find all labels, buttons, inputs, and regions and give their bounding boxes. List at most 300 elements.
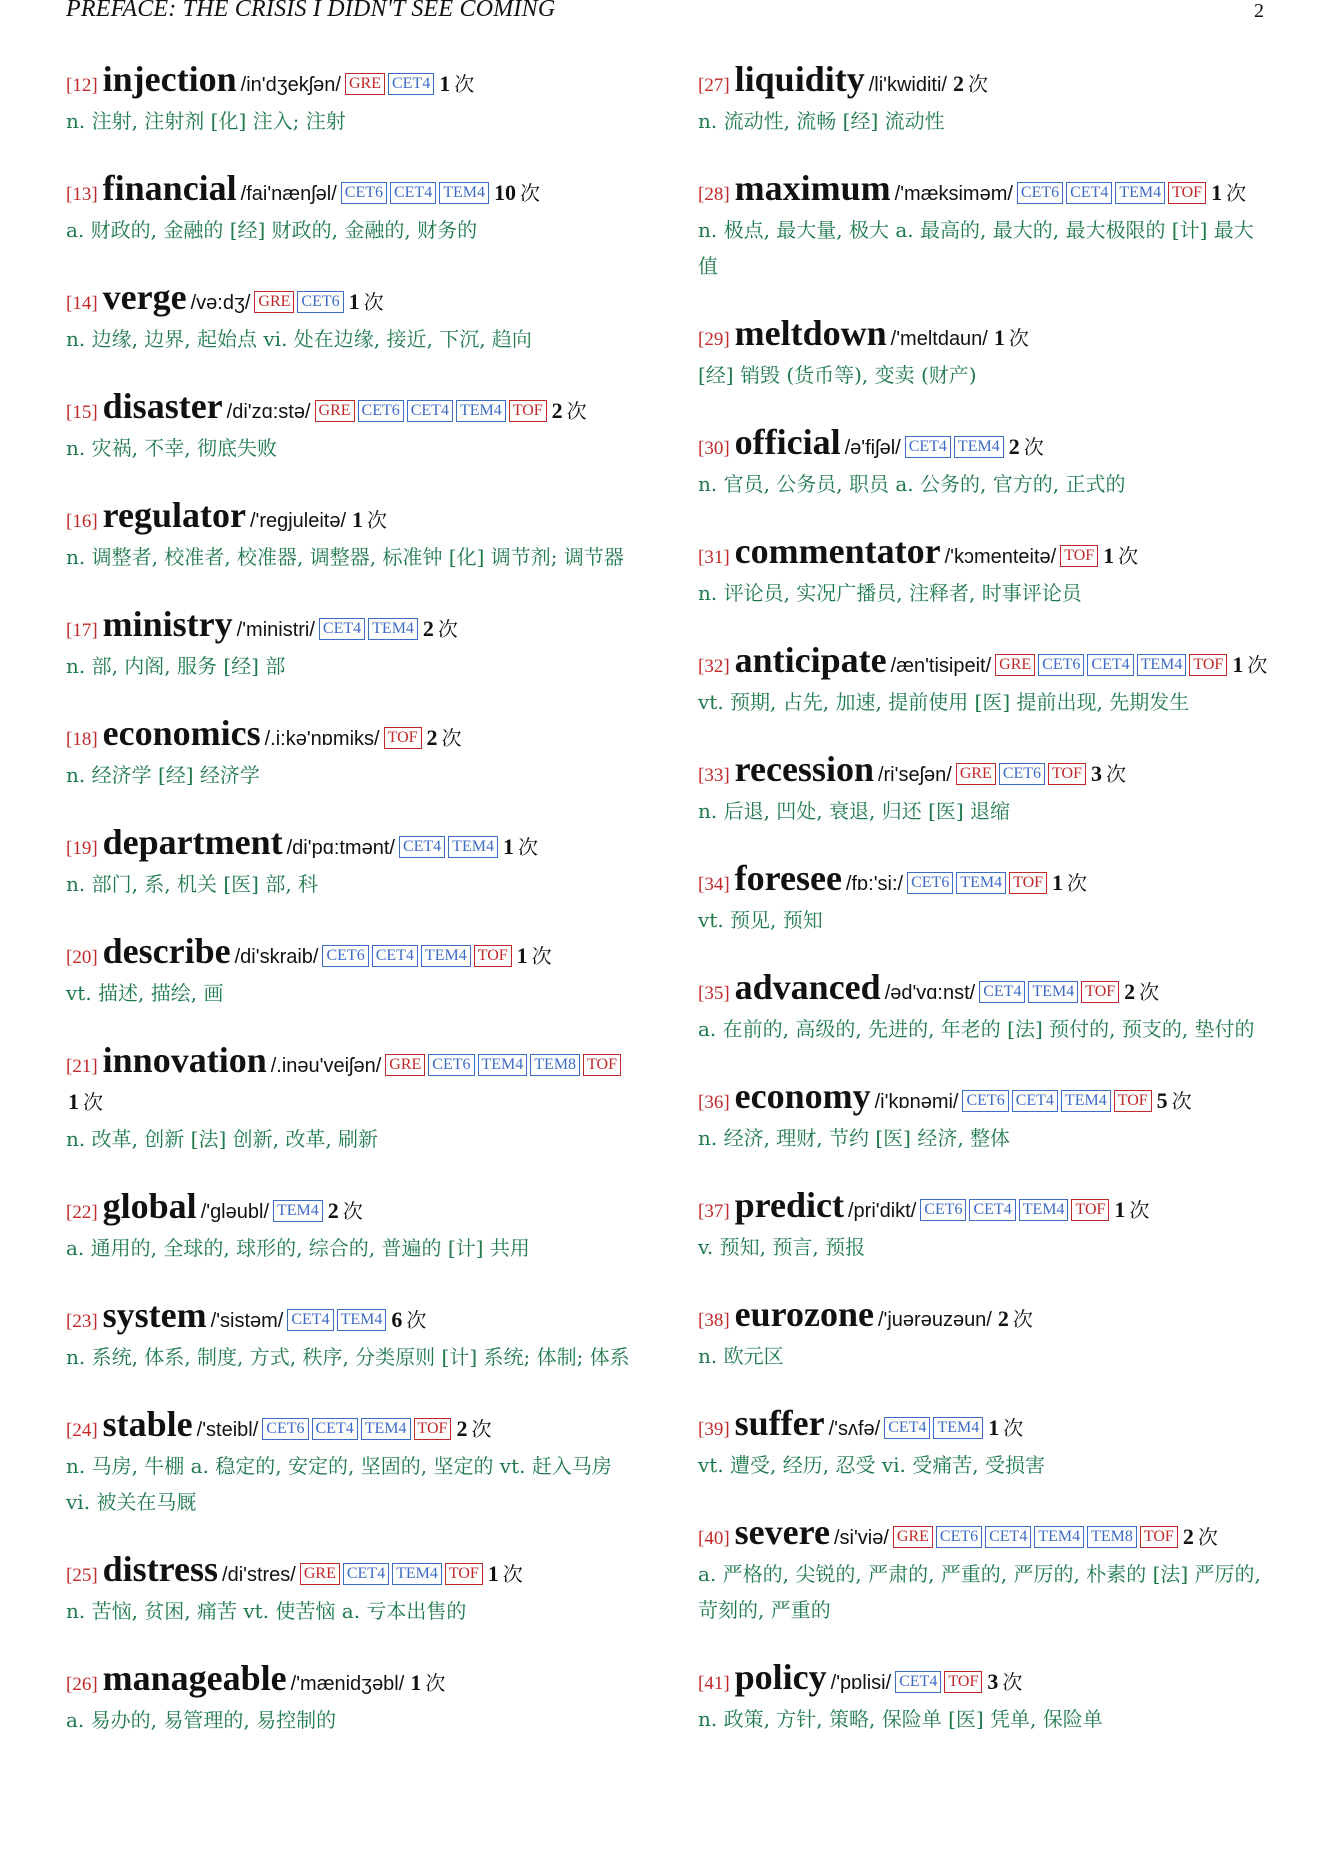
entry-definition: n. 注射, 注射剂 [化] 注入; 注射 [66, 109, 346, 133]
entry-frequency: 1 [68, 1089, 79, 1114]
entry-headline [698, 858, 1268, 902]
frequency-unit: 次 [1003, 1416, 1024, 1440]
entry-headline [66, 1549, 636, 1593]
entry-frequency: 2 [1008, 434, 1020, 459]
entry-index: [22] [66, 1202, 98, 1223]
entry-word: meltdown [734, 313, 887, 353]
vocab-entry [66, 1040, 636, 1157]
entry-phonetic: /'meltdaun/ [890, 328, 988, 350]
entry-index: [18] [66, 729, 98, 750]
entry-index: [16] [66, 511, 98, 532]
entry-index: [39] [698, 1419, 730, 1440]
entry-phonetic: /'steibl/ [196, 1419, 259, 1441]
vocab-entry [66, 1404, 636, 1520]
exam-tag-cet4: CET4 [1012, 1090, 1058, 1112]
exam-tag-cet4: CET4 [985, 1526, 1031, 1548]
exam-tag-cet4: CET4 [343, 1563, 389, 1585]
entry-phonetic: /fɒ:'si:/ [845, 873, 904, 895]
entry-phonetic: /di'skraib/ [234, 946, 319, 968]
entry-headline [66, 1040, 636, 1121]
exam-tag-gre: GRE [345, 73, 385, 95]
entry-phonetic: /'mænidʒəbl/ [290, 1673, 405, 1695]
entry-definition: n. 经济学 [经] 经济学 [66, 763, 260, 787]
frequency-unit: 次 [1129, 1198, 1150, 1222]
exam-tag-tof: TOF [1081, 981, 1119, 1003]
exam-tag-cet4: CET4 [979, 981, 1025, 1003]
left-column [66, 59, 636, 1770]
exam-tag-gre: GRE [300, 1563, 340, 1585]
exam-tag-cet4: CET4 [390, 182, 436, 204]
exam-tag-tem4: TEM4 [478, 1054, 528, 1076]
exam-tag-tof: TOF [474, 945, 512, 967]
entry-headline [66, 277, 636, 321]
entry-frequency: 2 [327, 1198, 339, 1223]
exam-tag-tem4: TEM4 [456, 400, 506, 422]
vocab-entry [698, 1185, 1268, 1265]
exam-tag-cet6: CET6 [262, 1418, 308, 1440]
exam-tag-tem4: TEM4 [337, 1309, 387, 1331]
entry-frequency: 1 [1052, 870, 1064, 895]
entry-definition: vt. 遭受, 经历, 忍受 vi. 受痛苦, 受损害 [698, 1453, 1045, 1477]
exam-tag-tof: TOF [1140, 1526, 1178, 1548]
entry-word: severe [734, 1512, 830, 1552]
exam-tag-cet6: CET6 [1038, 654, 1084, 676]
exam-tag-tem4: TEM4 [933, 1417, 983, 1439]
entry-phonetic: /'kɔmenteitə/ [944, 546, 1057, 568]
exam-tag-cet4: CET4 [884, 1417, 930, 1439]
entry-headline [66, 168, 636, 212]
exam-tag-cet4: CET4 [399, 836, 445, 858]
entry-headline [698, 1403, 1268, 1447]
frequency-unit: 次 [1171, 1089, 1192, 1113]
entry-definition: n. 官员, 公务员, 职员 a. 公务的, 官方的, 正式的 [698, 472, 1126, 496]
exam-tag-tem4: TEM4 [368, 618, 418, 640]
entry-word: maximum [734, 168, 891, 208]
entry-index: [15] [66, 402, 98, 423]
entry-headline [698, 168, 1268, 212]
vocab-entry [66, 1295, 636, 1375]
entry-phonetic: /di'stres/ [222, 1564, 296, 1586]
exam-tag-tem4: TEM4 [956, 872, 1006, 894]
entry-word: recession [734, 749, 874, 789]
entry-frequency: 1 [1114, 1197, 1126, 1222]
exam-tag-tem4: TEM4 [1137, 654, 1187, 676]
entry-index: [34] [698, 874, 730, 895]
frequency-unit: 次 [342, 1199, 363, 1223]
entry-frequency: 2 [1182, 1524, 1194, 1549]
entry-index: [31] [698, 547, 730, 568]
entry-headline [698, 1657, 1268, 1701]
frequency-unit: 次 [1002, 1670, 1023, 1694]
vocab-entry [66, 1549, 636, 1629]
entry-headline [698, 1512, 1268, 1556]
entry-definition: n. 后退, 凹处, 衰退, 归还 [医] 退缩 [698, 799, 1011, 823]
entry-frequency: 1 [348, 289, 360, 314]
exam-tag-tem4: TEM4 [448, 836, 498, 858]
entry-phonetic: /di'pɑ:tmənt/ [286, 837, 395, 859]
entry-frequency: 1 [439, 71, 451, 96]
entry-definition: n. 评论员, 实况广播员, 注释者, 时事评论员 [698, 581, 1082, 605]
page-header-title: PREFACE: THE CRISIS I DIDN'T SEE COMING [66, 0, 556, 22]
frequency-unit: 次 [363, 290, 384, 314]
entry-definition: n. 政策, 方针, 策略, 保险单 [医] 凭单, 保险单 [698, 1707, 1103, 1731]
entry-phonetic: /.i:kə'nɒmiks/ [264, 728, 380, 750]
entry-phonetic: /i'kɒnəmi/ [874, 1091, 959, 1113]
frequency-unit: 次 [566, 399, 587, 423]
entry-definition: n. 经济, 理财, 节约 [医] 经济, 整体 [698, 1126, 1011, 1150]
exam-tag-cet4: CET4 [287, 1309, 333, 1331]
vocab-entry [66, 277, 636, 357]
entry-phonetic: /əd'vɑ:nst/ [884, 982, 976, 1004]
entry-index: [27] [698, 75, 730, 96]
entry-word: foresee [734, 858, 842, 898]
entry-definition: n. 马房, 牛棚 a. 稳定的, 安定的, 坚固的, 坚定的 vt. 赶入马房 vi. 被关在马厩 [66, 1454, 612, 1514]
entry-definition: n. 系统, 体系, 制度, 方式, 秩序, 分类原则 [计] 系统; 体制; 体系 [66, 1345, 630, 1369]
entry-word: commentator [734, 531, 941, 571]
frequency-unit: 次 [471, 1417, 492, 1441]
entry-word: predict [734, 1185, 844, 1225]
frequency-unit: 次 [519, 181, 540, 205]
entry-headline [66, 822, 636, 866]
exam-tag-tof: TOF [944, 1671, 982, 1693]
entry-index: [41] [698, 1673, 730, 1694]
vocab-entry [698, 749, 1268, 829]
vocab-entry [66, 59, 636, 139]
vocab-entry [698, 1294, 1268, 1374]
entry-word: verge [102, 277, 187, 317]
frequency-unit: 次 [1197, 1525, 1218, 1549]
vocab-entry [698, 313, 1268, 393]
entry-phonetic: /və:dʒ/ [190, 292, 251, 314]
entry-frequency: 5 [1156, 1088, 1168, 1113]
entry-index: [32] [698, 656, 730, 677]
entry-headline [698, 531, 1268, 575]
exam-tag-tof: TOF [1114, 1090, 1152, 1112]
entry-definition: [经] 销毁 (货币等), 变卖 (财产) [698, 363, 977, 387]
entry-headline [66, 931, 636, 975]
entry-index: [26] [66, 1674, 98, 1695]
exam-tag-tem4: TEM4 [361, 1418, 411, 1440]
entry-word: injection [102, 59, 237, 99]
frequency-unit: 次 [1118, 544, 1139, 568]
entry-word: system [102, 1295, 207, 1335]
entry-phonetic: /pri'dikt/ [847, 1200, 917, 1222]
entry-word: regulator [102, 495, 246, 535]
entry-index: [24] [66, 1420, 98, 1441]
entry-frequency: 1 [1103, 543, 1115, 568]
exam-tag-tof: TOF [1060, 545, 1098, 567]
exam-tag-tof: TOF [1048, 763, 1086, 785]
exam-tag-tof: TOF [1168, 182, 1206, 204]
vocab-entry [698, 59, 1268, 139]
entry-word: economy [734, 1076, 871, 1116]
vocab-entry [66, 1186, 636, 1266]
entry-frequency: 3 [987, 1669, 999, 1694]
frequency-unit: 次 [1008, 326, 1029, 350]
exam-tag-cet6: CET6 [1017, 182, 1063, 204]
exam-tag-tem4: TEM4 [1019, 1199, 1069, 1221]
entry-definition: vt. 描述, 描绘, 画 [66, 981, 224, 1005]
vocab-entry [66, 495, 636, 575]
entry-index: [19] [66, 838, 98, 859]
entry-index: [14] [66, 293, 98, 314]
entry-phonetic: /si'viə/ [833, 1527, 889, 1549]
entry-word: anticipate [734, 640, 887, 680]
entry-definition: a. 严格的, 尖锐的, 严肃的, 严重的, 严厉的, 朴素的 [法] 严厉的, 苛刻的, 严重的 [698, 1562, 1261, 1622]
entry-frequency: 1 [988, 1415, 1000, 1440]
exam-tag-gre: GRE [315, 400, 355, 422]
entry-word: disaster [102, 386, 223, 426]
vocab-entry [698, 531, 1268, 611]
vocab-entry [66, 168, 636, 248]
exam-tag-cet4: CET4 [1066, 182, 1112, 204]
entry-index: [13] [66, 184, 98, 205]
entry-headline [66, 1295, 636, 1339]
exam-tag-gre: GRE [254, 291, 294, 313]
entry-headline [66, 386, 636, 430]
exam-tag-cet4: CET4 [895, 1671, 941, 1693]
entry-definition: n. 灾祸, 不幸, 彻底失败 [66, 436, 278, 460]
exam-tag-tem8: TEM8 [530, 1054, 580, 1076]
vocab-entry [698, 967, 1268, 1047]
exam-tag-cet6: CET6 [322, 945, 368, 967]
page-number: 2 [1254, 0, 1264, 22]
entry-index: [38] [698, 1310, 730, 1331]
entry-frequency: 2 [997, 1306, 1009, 1331]
entry-phonetic: /di'zɑ:stə/ [226, 401, 311, 423]
exam-tag-tem4: TEM4 [1115, 182, 1165, 204]
exam-tag-tem4: TEM4 [392, 1563, 442, 1585]
frequency-unit: 次 [1012, 1307, 1033, 1331]
entry-definition: vt. 预见, 预知 [698, 908, 823, 932]
entry-headline [66, 713, 636, 757]
entry-phonetic: /ə'fiʃəl/ [844, 437, 901, 459]
entry-frequency: 1 [502, 834, 514, 859]
vocab-entry [66, 822, 636, 902]
exam-tag-cet6: CET6 [962, 1090, 1008, 1112]
exam-tag-cet6: CET6 [936, 1526, 982, 1548]
frequency-unit: 次 [1067, 871, 1088, 895]
entry-definition: n. 调整者, 校准者, 校准器, 调整器, 标准钟 [化] 调节剂; 调节器 [66, 545, 624, 569]
exam-tag-gre: GRE [385, 1054, 425, 1076]
exam-tag-cet4: CET4 [969, 1199, 1015, 1221]
entry-definition: n. 苦恼, 贫困, 痛苦 vt. 使苦恼 a. 亏本出售的 [66, 1599, 467, 1623]
entry-headline [698, 1185, 1268, 1229]
entry-word: suffer [734, 1403, 825, 1443]
entry-frequency: 2 [426, 725, 438, 750]
entry-phonetic: /'mæksiməm/ [894, 183, 1013, 205]
entry-definition: n. 流动性, 流畅 [经] 流动性 [698, 109, 945, 133]
vocab-entry [66, 931, 636, 1011]
entry-definition: n. 欧元区 [698, 1344, 784, 1368]
exam-tag-cet4: CET4 [319, 618, 365, 640]
vocab-entry [698, 640, 1268, 720]
entry-word: department [102, 822, 283, 862]
entry-word: global [102, 1186, 197, 1226]
entry-frequency: 2 [551, 398, 563, 423]
entry-phonetic: /fai'nænʃəl/ [240, 183, 337, 205]
frequency-unit: 次 [1023, 435, 1044, 459]
entry-frequency: 1 [487, 1561, 499, 1586]
exam-tag-tof: TOF [509, 400, 547, 422]
exam-tag-tem4: TEM4 [421, 945, 471, 967]
entry-phonetic: /ri'seʃən/ [877, 764, 952, 786]
exam-tag-tof: TOF [1071, 1199, 1109, 1221]
exam-tag-tof: TOF [445, 1563, 483, 1585]
frequency-unit: 次 [406, 1308, 427, 1332]
entry-definition: vt. 预期, 占先, 加速, 提前使用 [医] 提前出现, 先期发生 [698, 690, 1190, 714]
entry-frequency: 2 [1124, 979, 1136, 1004]
entry-phonetic: /in'dʒekʃən/ [240, 74, 341, 96]
exam-tag-cet4: CET4 [312, 1418, 358, 1440]
exam-tag-gre: GRE [893, 1526, 933, 1548]
exam-tag-cet4: CET4 [388, 73, 434, 95]
right-column [698, 59, 1268, 1769]
entry-index: [33] [698, 765, 730, 786]
entry-headline [66, 1404, 636, 1448]
exam-tag-cet6: CET6 [358, 400, 404, 422]
entry-index: [29] [698, 329, 730, 350]
frequency-unit: 次 [502, 1562, 523, 1586]
exam-tag-tof: TOF [1189, 654, 1227, 676]
entry-index: [12] [66, 75, 98, 96]
exam-tag-tof: TOF [414, 1418, 452, 1440]
entry-frequency: 1 [1211, 180, 1223, 205]
entry-word: economics [102, 713, 261, 753]
exam-tag-tem4: TEM4 [439, 182, 489, 204]
entry-headline [698, 1294, 1268, 1338]
frequency-unit: 次 [83, 1090, 103, 1114]
frequency-unit: 次 [425, 1671, 446, 1695]
entry-phonetic: /æn'tisipeit/ [890, 655, 992, 677]
entry-definition: n. 改革, 创新 [法] 创新, 改革, 刷新 [66, 1127, 379, 1151]
frequency-unit: 次 [441, 726, 462, 750]
entry-frequency: 1 [1232, 652, 1244, 677]
entry-word: innovation [102, 1040, 267, 1080]
entry-frequency: 2 [953, 71, 964, 96]
entry-word: distress [102, 1549, 219, 1589]
exam-tag-tof: TOF [583, 1054, 621, 1076]
entry-word: financial [102, 168, 237, 208]
vocab-entry [698, 168, 1268, 284]
exam-tag-cet6: CET6 [920, 1199, 966, 1221]
exam-tag-tem4: TEM4 [954, 436, 1004, 458]
entry-headline [698, 967, 1268, 1011]
entry-phonetic: /'juərəuzəun/ [877, 1309, 992, 1331]
exam-tag-cet6: CET6 [428, 1054, 474, 1076]
entry-definition: v. 预知, 预言, 预报 [698, 1235, 866, 1259]
entry-headline [66, 604, 636, 648]
exam-tag-gre: GRE [956, 763, 996, 785]
entry-index: [28] [698, 184, 730, 205]
vocab-entry [698, 1657, 1268, 1737]
exam-tag-cet4: CET4 [372, 945, 418, 967]
entry-headline [66, 59, 636, 103]
entry-headline [66, 1186, 636, 1230]
entry-frequency: 2 [422, 616, 434, 641]
entry-definition: a. 财政的, 金融的 [经] 财政的, 金融的, 财务的 [66, 218, 478, 242]
frequency-unit: 次 [1247, 653, 1268, 677]
entry-word: advanced [734, 967, 881, 1007]
entry-index: [35] [698, 983, 730, 1004]
vocab-entry [698, 858, 1268, 938]
entry-definition: a. 通用的, 全球的, 球形的, 综合的, 普遍的 [计] 共用 [66, 1236, 530, 1260]
entry-phonetic: /'sʌfə/ [828, 1418, 881, 1440]
exam-tag-tem4: TEM4 [273, 1200, 323, 1222]
entry-definition: a. 易办的, 易管理的, 易控制的 [66, 1708, 337, 1732]
vocab-entry [698, 1076, 1268, 1156]
entry-word: manageable [102, 1658, 287, 1698]
vocab-entry [698, 1512, 1268, 1628]
entry-headline [698, 313, 1268, 357]
entry-phonetic: /'pɒlisi/ [830, 1672, 892, 1694]
vocab-entry [66, 713, 636, 793]
exam-tag-cet6: CET6 [999, 763, 1045, 785]
entry-headline [66, 1658, 636, 1702]
entry-headline [698, 640, 1268, 684]
exam-tag-tem4: TEM4 [1034, 1526, 1084, 1548]
entry-index: [40] [698, 1528, 730, 1549]
exam-tag-cet6: CET6 [341, 182, 387, 204]
exam-tag-cet4: CET4 [1087, 654, 1133, 676]
entry-headline [66, 495, 636, 539]
exam-tag-tof: TOF [384, 727, 422, 749]
entry-frequency: 6 [391, 1307, 403, 1332]
entry-frequency: 10 [493, 180, 516, 205]
entry-headline [698, 422, 1268, 466]
entry-phonetic: /li'kwiditi/ [868, 74, 947, 96]
frequency-unit: 次 [437, 617, 458, 641]
frequency-unit: 次 [367, 508, 388, 532]
entry-index: [21] [66, 1056, 98, 1077]
entry-word: liquidity [734, 59, 865, 99]
vocab-entry [66, 1658, 636, 1738]
entry-definition: n. 部门, 系, 机关 [医] 部, 科 [66, 872, 319, 896]
entry-index: [20] [66, 947, 98, 968]
entry-headline [698, 1076, 1268, 1120]
exam-tag-cet4: CET4 [905, 436, 951, 458]
entry-definition: a. 在前的, 高级的, 先进的, 年老的 [法] 预付的, 预支的, 垫付的 [698, 1017, 1255, 1041]
entry-word: official [734, 422, 841, 462]
entry-definition: n. 边缘, 边界, 起始点 vi. 处在边缘, 接近, 下沉, 趋向 [66, 327, 532, 351]
entry-word: stable [102, 1404, 193, 1444]
exam-tag-cet4: CET4 [407, 400, 453, 422]
entry-phonetic: /.inəu'veiʃən/ [270, 1055, 382, 1077]
entry-word: ministry [102, 604, 233, 644]
frequency-unit: 次 [454, 72, 475, 96]
entry-index: [23] [66, 1311, 98, 1332]
vocab-entry [66, 386, 636, 466]
entry-index: [37] [698, 1201, 730, 1222]
entry-word: eurozone [734, 1294, 874, 1334]
entry-definition: n. 部, 内阁, 服务 [经] 部 [66, 654, 286, 678]
entry-phonetic: /'gləubl/ [200, 1201, 269, 1223]
vocab-entry [698, 1403, 1268, 1483]
frequency-unit: 次 [1226, 181, 1247, 205]
entry-word: describe [102, 931, 231, 971]
exam-tag-cet6: CET6 [907, 872, 953, 894]
frequency-unit: 次 [517, 835, 538, 859]
frequency-unit: 次 [968, 72, 988, 96]
entry-phonetic: /'regjuleitə/ [249, 510, 347, 532]
entry-definition: n. 极点, 最大量, 极大 a. 最高的, 最大的, 最大极限的 [计] 最大值 [698, 218, 1254, 278]
frequency-unit: 次 [531, 944, 552, 968]
entry-phonetic: /'ministri/ [236, 619, 315, 641]
frequency-unit: 次 [1139, 980, 1160, 1004]
entry-index: [36] [698, 1092, 730, 1113]
exam-tag-tem4: TEM4 [1028, 981, 1078, 1003]
exam-tag-tof: TOF [1009, 872, 1047, 894]
